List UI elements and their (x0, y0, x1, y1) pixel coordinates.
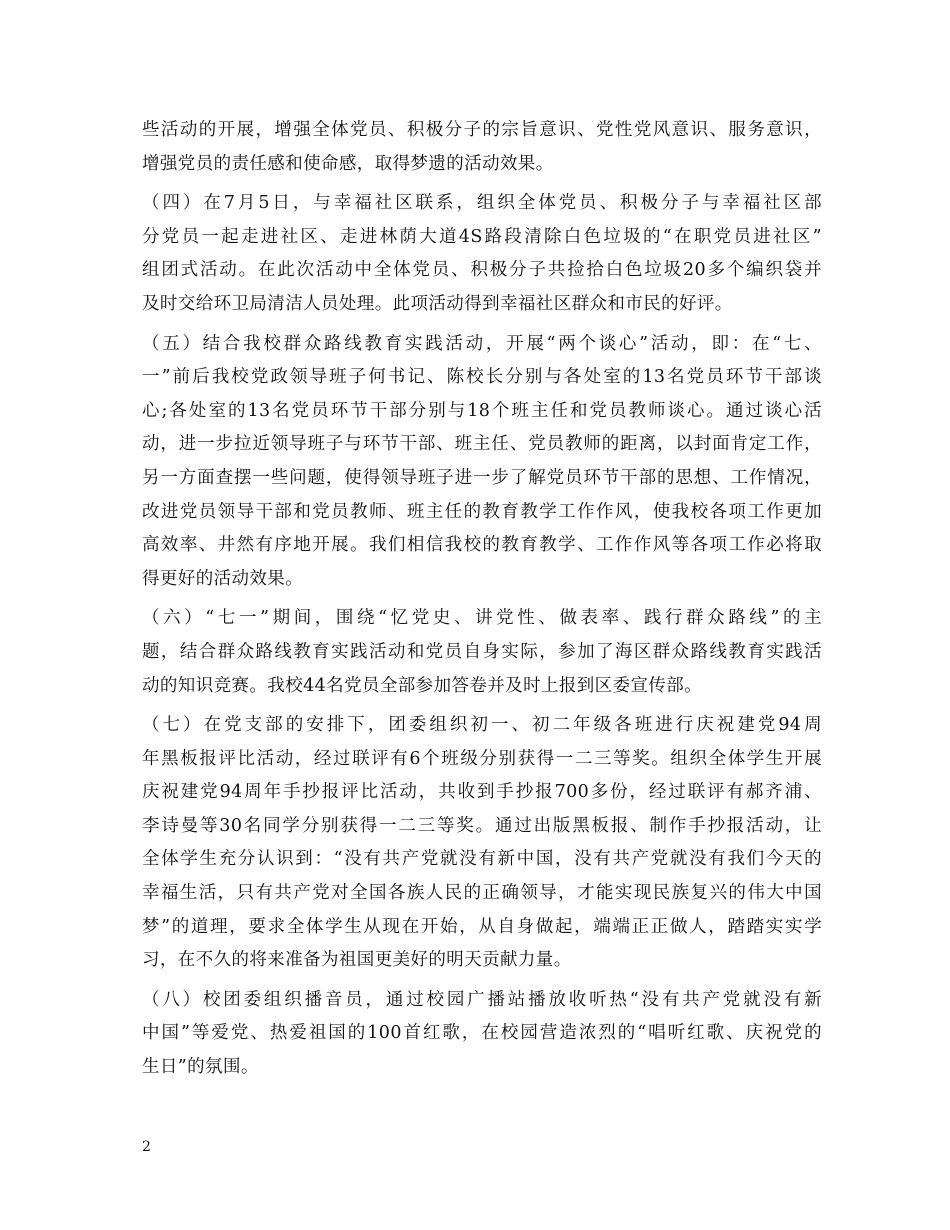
paragraph-line: 心;各处室的13名党员环节干部分别与18个班主任和党员教师谈心。通过谈心活 (142, 400, 822, 421)
paragraph-line: 增强党员的责任感和使命感，取得梦遗的活动效果。 (142, 153, 554, 174)
paragraph-line: 生日”的氛围。 (142, 1057, 259, 1078)
paragraph-line: （四）在7月5日，与幸福社区联系，组织全体党员、积极分子与幸福社区部 (142, 193, 822, 214)
paragraph-line: 高效率、井然有序地开展。我们相信我校的教育教学、工作作风等各项工作必将取 (142, 535, 822, 556)
paragraph-line: （五）结合我校群众路线教育实践活动，开展“两个谈心”活动，即：在“七、 (142, 333, 822, 354)
paragraph-line: 全体学生充分认识到：“没有共产党就没有新中国，没有共产党就没有我们今天的 (142, 849, 822, 870)
paragraph-line: 幸福生活，只有共产党对全国各族人民的正确领导，才能实现民族复兴的伟大中国 (142, 883, 822, 904)
paragraph-line: 习，在不久的将来准备为祖国更美好的明天贡献力量。 (142, 950, 572, 971)
paragraph-line: 动的知识竞赛。我校44名党员全部参加答卷并及时上报到区委宣传部。 (142, 675, 703, 696)
paragraph-line: 李诗曼等30名同学分别获得一二三等奖。通过出版黑板报、制作手抄报活动，让 (142, 815, 822, 836)
paragraph-line: 得更好的活动效果。 (142, 568, 304, 589)
paragraph-line: 庆祝建党94周年手抄报评比活动，共收到手抄报700多份，经过联评有郝齐浦、 (142, 782, 822, 803)
paragraph-line: 及时交给环卫局清洁人员处理。此项活动得到幸福社区群众和市民的好评。 (142, 293, 733, 314)
document-body (142, 114, 822, 1085)
paragraph-line: 年黑板报评比活动，经过联评有6个班级分别获得一二三等奖。组织全体学生开展 (142, 748, 822, 769)
paragraph-line: 分党员一起走进社区、走进林荫大道4S路段清除白色垃圾的“在职党员进社区” (142, 226, 822, 247)
paragraph-line: 动，进一步拉近领导班子与环节干部、班主任、党员教师的距离，以封面肯定工作， (142, 434, 822, 455)
paragraph-line: 题，结合群众路线教育实践活动和党员自身实际，参加了海区群众路线教育实践活 (142, 641, 822, 662)
paragraph-line: （七）在党支部的安排下，团委组织初一、初二年级各班进行庆祝建党94周 (142, 715, 822, 736)
paragraph-line: （八）校团委组织播音员，通过校园广播站播放收听热“没有共产党就没有新 (142, 989, 822, 1010)
paragraph-line: 梦”的道理，要求全体学生从现在开始，从自身做起，端端正正做人，踏踏实实学 (142, 916, 822, 937)
page-number: 2 (142, 1139, 151, 1155)
paragraph-line: 些活动的开展，增强全体党员、积极分子的宗旨意识、党性党风意识、服务意识， (142, 120, 822, 140)
paragraph-line: （六）“七一”期间，围绕“忆党史、讲党性、做表率、践行群众路线”的主 (142, 608, 822, 629)
paragraph-line: 一”前后我校党政领导班子何书记、陈校长分别与各处室的13名党员环节干部谈 (142, 367, 822, 388)
paragraph-line: 改进党员领导干部和党员教师、班主任的教育教学工作作风，使我校各项工作更加 (142, 501, 822, 522)
paragraph-line: 另一方面查摆一些问题，使得领导班子进一步了解党员环节干部的思想、工作情况， (142, 467, 822, 488)
paragraph-line: 中国”等爱党、热爱祖国的100首红歌，在校园营造浓烈的“唱听红歌、庆祝党的 (142, 1023, 822, 1044)
paragraph-line: 组团式活动。在此次活动中全体党员、积极分子共捡拾白色垃圾20多个编织袋并 (142, 260, 822, 281)
